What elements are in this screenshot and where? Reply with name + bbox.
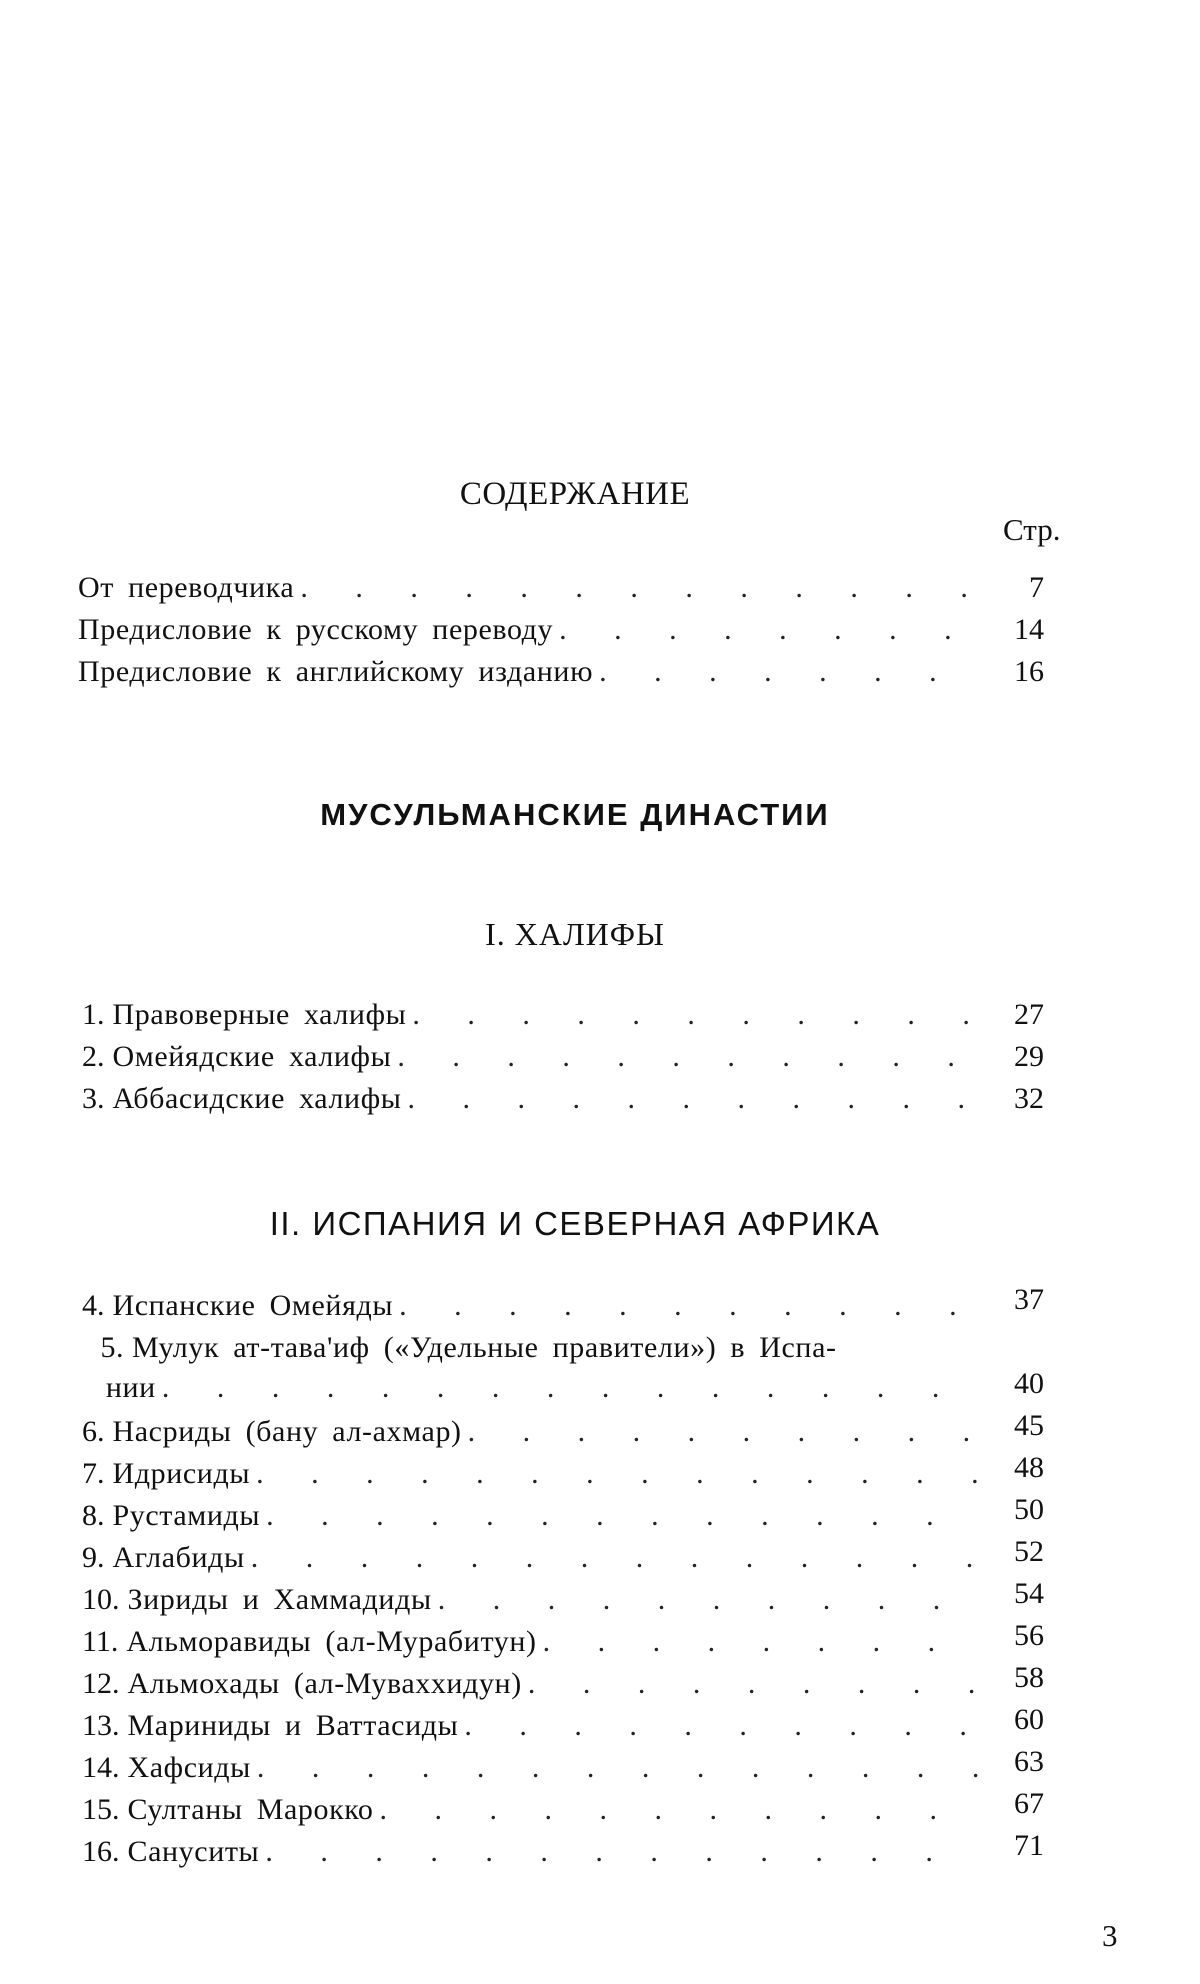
toc-entry-label: От переводчика bbox=[78, 571, 295, 604]
part-title: МУСУЛЬМАНСКИЕ ДИНАСТИИ bbox=[320, 797, 830, 832]
toc-entry[interactable] bbox=[82, 1832, 988, 1872]
leader-dots bbox=[256, 1454, 982, 1494]
leader-dots bbox=[559, 610, 982, 650]
toc-entry-page: 40 bbox=[1014, 1367, 1044, 1400]
leader-dots bbox=[162, 1368, 982, 1408]
toc-entry-number: 15. bbox=[82, 1793, 120, 1826]
toc-entry-page: 48 bbox=[1014, 1451, 1044, 1484]
toc-entry-label: Аббасидские халифы bbox=[112, 1082, 402, 1115]
toc-entry-page: 37 bbox=[1014, 1283, 1044, 1316]
leader-dots bbox=[599, 652, 982, 692]
toc-entry-label: Предисловие к русскому переводу bbox=[78, 613, 554, 646]
leader-dots bbox=[438, 1580, 982, 1620]
toc-entry-page: 50 bbox=[1014, 1493, 1044, 1526]
toc-entry-label: Рустамиды bbox=[112, 1499, 261, 1532]
toc-entry[interactable] bbox=[82, 1412, 988, 1452]
toc-entry-label: Хафсиды bbox=[127, 1751, 251, 1784]
toc-entry-page: 16 bbox=[1014, 655, 1044, 688]
toc-entry[interactable] bbox=[82, 1286, 988, 1326]
toc-entry-page: 67 bbox=[1014, 1787, 1044, 1820]
leader-dots bbox=[543, 1622, 982, 1662]
toc-entry[interactable] bbox=[78, 610, 988, 650]
toc-entry-label: Зириды и Хаммадиды bbox=[127, 1583, 432, 1616]
toc-entry[interactable] bbox=[82, 1328, 988, 1410]
toc-entry[interactable] bbox=[78, 652, 988, 692]
toc-entry-label: Сануситы bbox=[127, 1835, 260, 1868]
toc-entry-number: 4. bbox=[82, 1289, 105, 1322]
section-title: I. ХАЛИФЫ bbox=[485, 916, 665, 952]
toc-entry[interactable] bbox=[82, 1790, 988, 1830]
toc-entry-number: 14. bbox=[82, 1751, 120, 1784]
toc-entry-number: 6. bbox=[82, 1415, 105, 1448]
page-column-label: Стр. bbox=[1003, 512, 1061, 547]
toc-entry-label: Мариниды и Ваттасиды bbox=[127, 1709, 459, 1742]
leader-dots bbox=[407, 1079, 982, 1119]
toc-entry-page: 56 bbox=[1014, 1619, 1044, 1652]
leader-dots bbox=[266, 1496, 982, 1536]
leader-dots bbox=[257, 1748, 982, 1788]
toc-entry-page: 60 bbox=[1014, 1703, 1044, 1736]
toc-entry[interactable] bbox=[82, 1664, 988, 1704]
toc-entry-page: 32 bbox=[1014, 1082, 1044, 1115]
toc-entry[interactable] bbox=[82, 1538, 988, 1578]
toc-entry-number: 3. bbox=[82, 1082, 105, 1115]
toc-entry-number: 10. bbox=[82, 1583, 120, 1616]
toc-entry-label: Мулук ат-тава'иф («Удельные правители») в Испа- bbox=[132, 1331, 837, 1364]
contents-title: СОДЕРЖАНИЕ bbox=[459, 476, 691, 512]
toc-entry[interactable] bbox=[82, 1454, 988, 1494]
toc-entry-page: 7 bbox=[1029, 571, 1044, 604]
leader-dots bbox=[397, 1037, 982, 1077]
toc-entry[interactable] bbox=[82, 1748, 988, 1788]
toc-entry-label: Испанские Омейяды bbox=[112, 1289, 394, 1322]
toc-entry-label: Предисловие к английскому изданию bbox=[78, 655, 594, 688]
toc-entry-label: Аглабиды bbox=[112, 1541, 245, 1574]
toc-entry-label: Идрисиды bbox=[112, 1457, 251, 1490]
toc-entry[interactable] bbox=[82, 1037, 988, 1077]
toc-entry-label-continued: нии bbox=[105, 1371, 156, 1404]
toc-entry-page: 71 bbox=[1014, 1829, 1044, 1862]
toc-entry[interactable] bbox=[82, 1079, 988, 1119]
section-title: II. ИСПАНИЯ И СЕВЕРНАЯ АФРИКА bbox=[269, 1205, 881, 1242]
page-number: 3 bbox=[1102, 1918, 1118, 1953]
leader-dots bbox=[464, 1706, 982, 1746]
leader-dots bbox=[300, 568, 982, 608]
toc-entry-number: 9. bbox=[82, 1541, 105, 1574]
toc-entry[interactable] bbox=[82, 1622, 988, 1662]
toc-entry-number: 11. bbox=[82, 1625, 119, 1658]
toc-entry[interactable] bbox=[82, 1706, 988, 1746]
toc-entry-number: 1. bbox=[82, 998, 105, 1031]
toc-entry-number: 7. bbox=[82, 1457, 105, 1490]
toc-entry-label: Альморавиды (ал-Мурабитун) bbox=[126, 1625, 537, 1658]
leader-dots bbox=[399, 1286, 982, 1326]
toc-entry-page: 58 bbox=[1014, 1661, 1044, 1694]
toc-entry-page: 27 bbox=[1014, 998, 1044, 1031]
toc-entry-number: 2. bbox=[82, 1040, 105, 1073]
leader-dots bbox=[251, 1538, 982, 1578]
toc-entry[interactable] bbox=[82, 995, 988, 1035]
toc-entry-label: Султаны Марокко bbox=[127, 1793, 374, 1826]
toc-entry[interactable] bbox=[82, 1496, 988, 1536]
leader-dots bbox=[380, 1790, 982, 1830]
toc-entry-label: Насриды (бану ал-ахмар) bbox=[112, 1415, 462, 1448]
toc-entry[interactable] bbox=[82, 1580, 988, 1620]
toc-entry-label: Альмохады (ал-Муваххидун) bbox=[127, 1667, 522, 1700]
toc-entry-number: 16. bbox=[82, 1835, 120, 1868]
leader-dots bbox=[412, 995, 982, 1035]
toc-entry-page: 14 bbox=[1014, 613, 1044, 646]
toc-entry-page: 45 bbox=[1014, 1409, 1044, 1442]
leader-dots bbox=[468, 1412, 982, 1452]
toc-entry[interactable] bbox=[78, 568, 988, 608]
toc-entry-page: 63 bbox=[1014, 1745, 1044, 1778]
toc-entry-number: 5. bbox=[100, 1331, 124, 1364]
toc-entry-number: 8. bbox=[82, 1499, 105, 1532]
leader-dots bbox=[265, 1832, 982, 1872]
toc-entry-page: 29 bbox=[1014, 1040, 1044, 1073]
toc-entry-page: 52 bbox=[1014, 1535, 1044, 1568]
leader-dots bbox=[528, 1664, 982, 1704]
toc-entry-page: 54 bbox=[1014, 1577, 1044, 1610]
toc-entry-label: Правоверные халифы bbox=[112, 998, 407, 1031]
toc-entry-number: 13. bbox=[82, 1709, 120, 1742]
toc-entry-number: 12. bbox=[82, 1667, 120, 1700]
toc-entry-label: Омейядские халифы bbox=[112, 1040, 392, 1073]
